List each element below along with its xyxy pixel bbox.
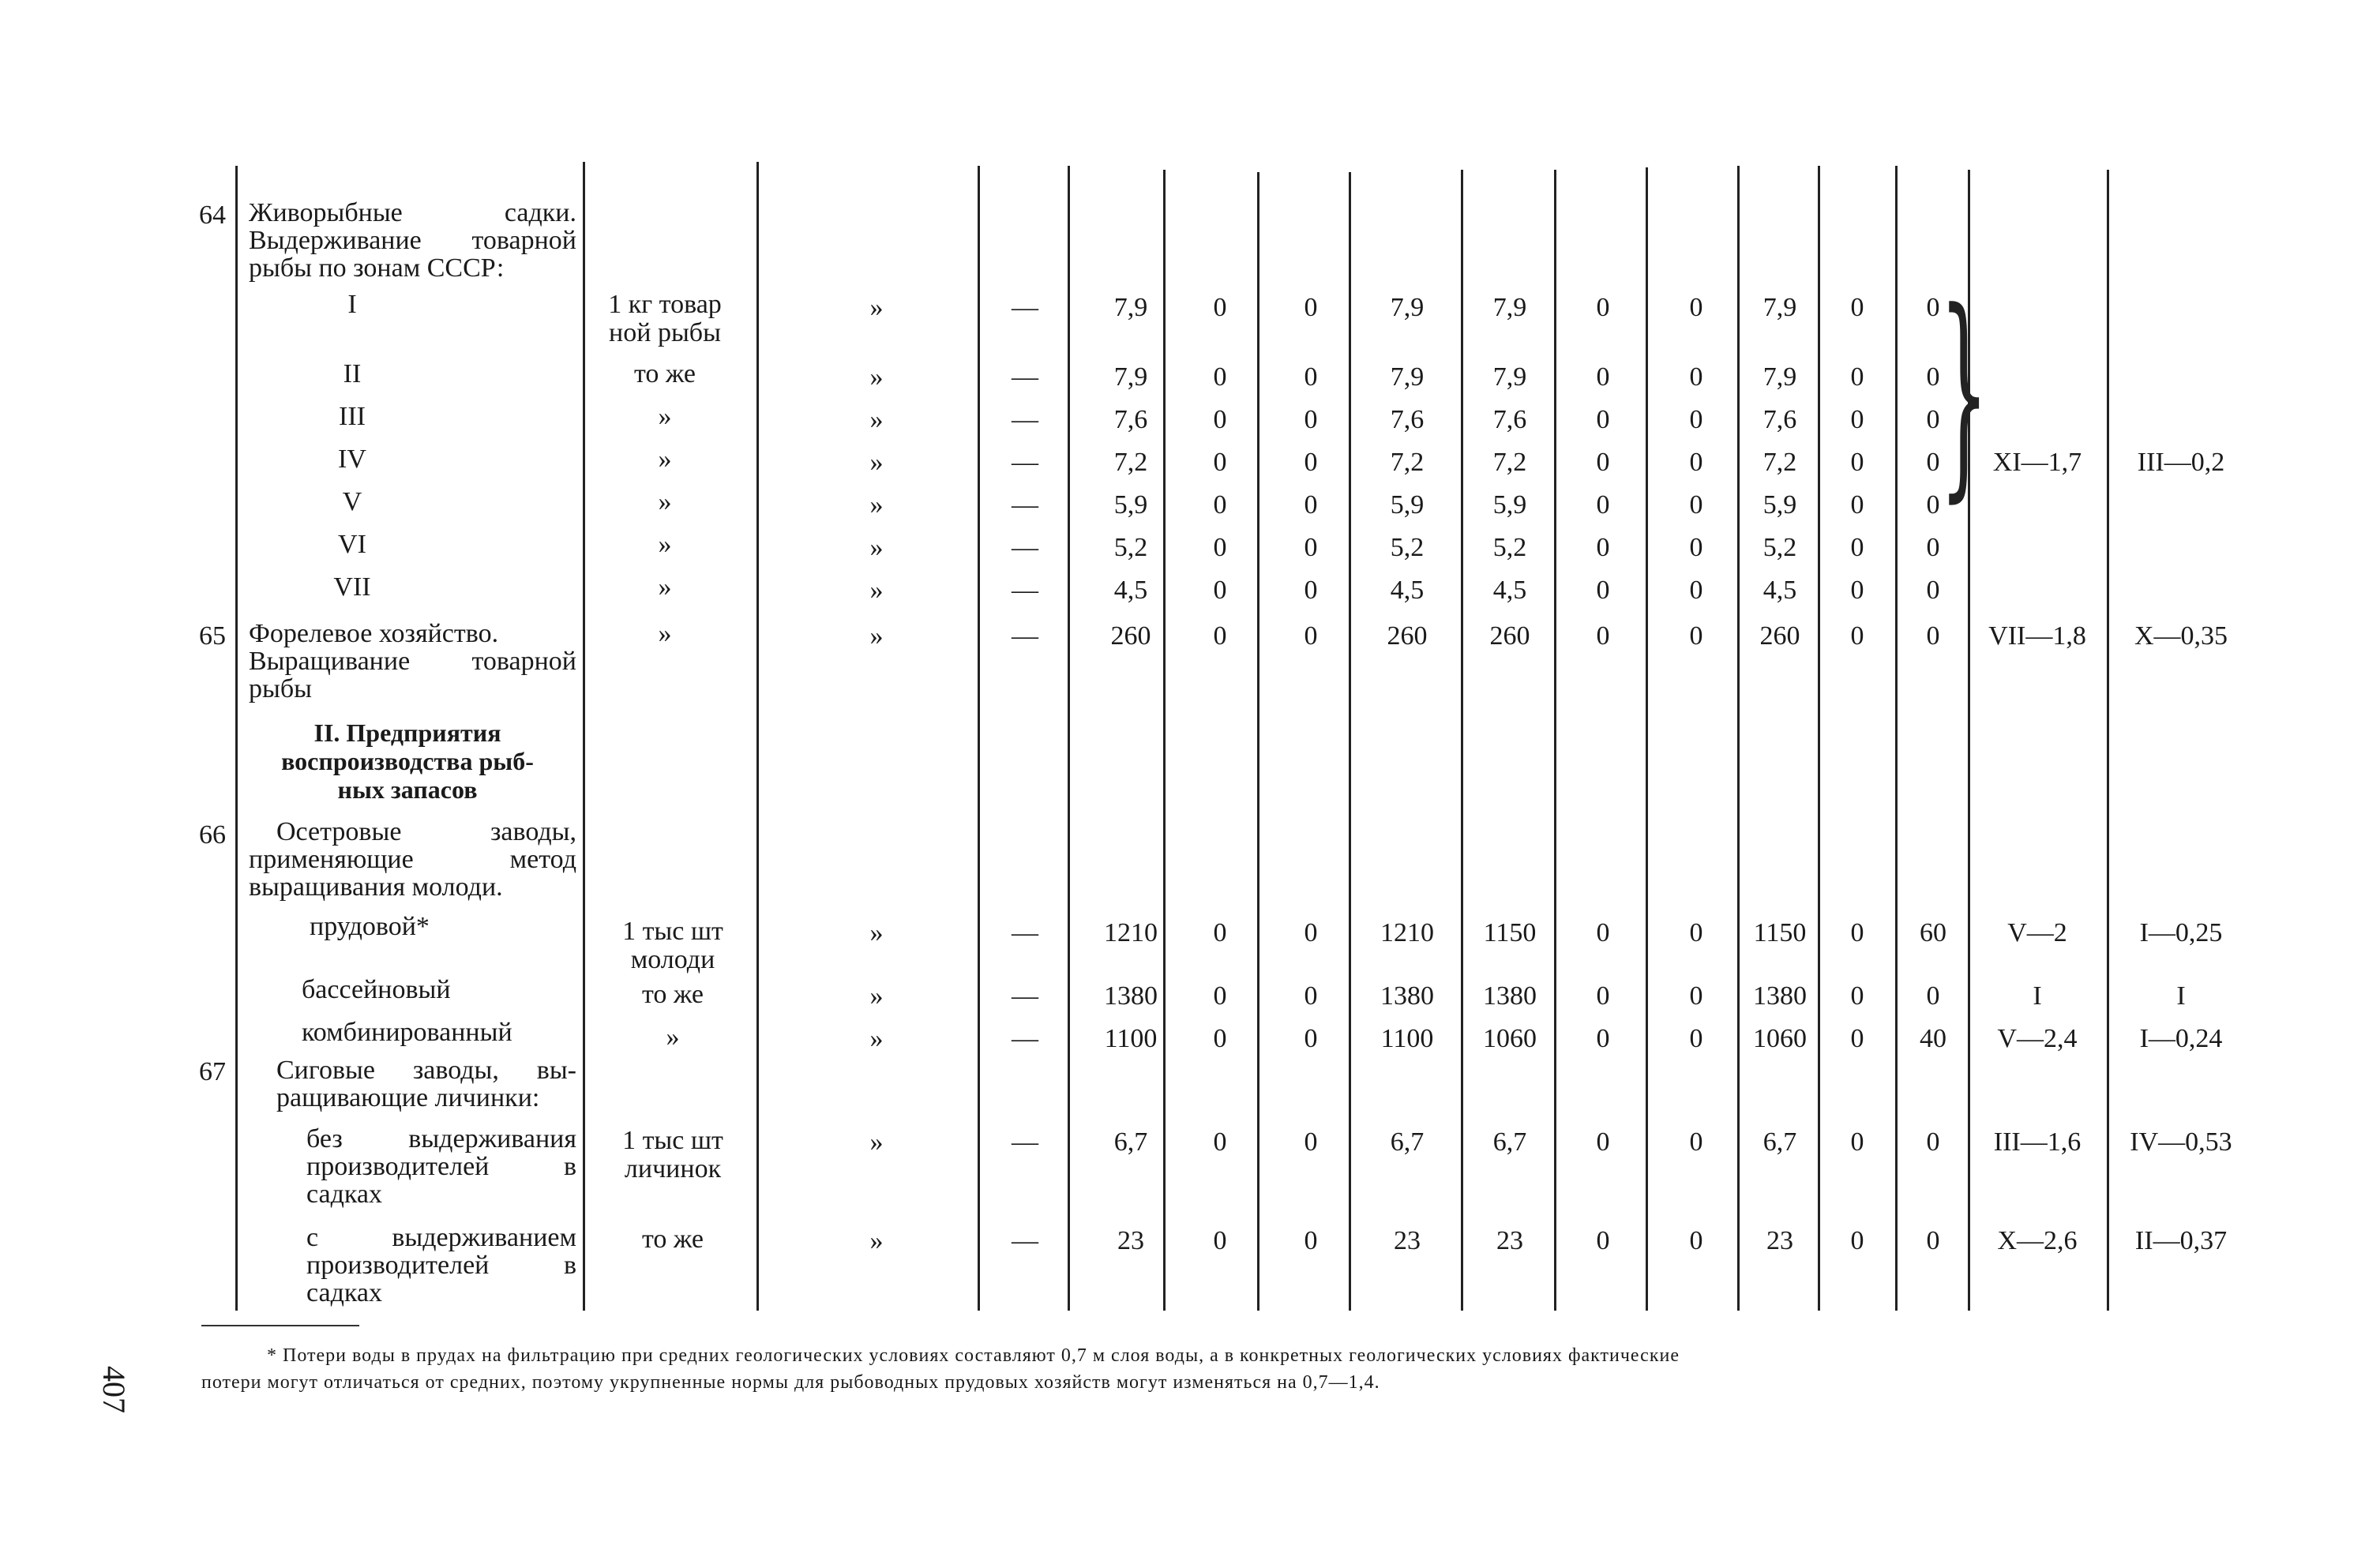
row-description-line: Выдерживание товарной — [249, 226, 576, 255]
value-cell: 6,7 — [1762, 1127, 1797, 1157]
season-coefficient: III—1,6 — [1993, 1127, 2082, 1157]
value-cell: 0 — [1850, 533, 1864, 562]
unit-cell: то же — [641, 980, 704, 1009]
value-cell: 1150 — [1483, 918, 1537, 947]
dash-cell: — — [1012, 981, 1038, 1011]
value-cell: 1380 — [1483, 981, 1537, 1011]
value-cell: 0 — [1213, 1024, 1227, 1053]
unit-cell: » — [658, 445, 672, 474]
value-cell: 0 — [1850, 405, 1864, 434]
footnote-line: потери могут отличаться от средних, поэтому укрупненные нормы для рыбоводных прудовых хозяйств могут изменяться на 0,7—1,4. — [201, 1372, 1380, 1393]
mark-cell: » — [869, 362, 884, 392]
value-cell: 0 — [1689, 621, 1703, 651]
value-cell: 0 — [1926, 293, 1940, 322]
value-cell: 1380 — [1104, 981, 1158, 1011]
value-cell: 260 — [1759, 621, 1800, 651]
unit-cell: личинок — [624, 1154, 722, 1184]
mark-cell: » — [869, 448, 884, 477]
row-description-line: Живорыбные садки. — [249, 198, 576, 227]
season-coefficient: X—2,6 — [1997, 1226, 2078, 1255]
value-cell: 1060 — [1753, 1024, 1807, 1053]
value-cell: 0 — [1926, 405, 1940, 434]
season-coefficient-min: II—0,37 — [2134, 1226, 2228, 1255]
section-heading-line: ных запасов — [337, 775, 478, 804]
row-number: 67 — [199, 1057, 226, 1086]
column-rule — [1257, 172, 1259, 1311]
dash-cell: — — [1012, 1226, 1038, 1255]
section-heading-line: воспроизводства рыб- — [281, 747, 534, 775]
dash-cell: — — [1012, 918, 1038, 947]
value-cell: 0 — [1926, 490, 1940, 520]
value-cell: 4,5 — [1113, 576, 1148, 605]
value-cell: 0 — [1304, 533, 1318, 562]
unit-cell: ной рыбы — [609, 318, 721, 347]
zone-label: V — [342, 487, 362, 516]
row-description-line: Осетровые заводы, — [276, 817, 576, 846]
dash-cell: — — [1012, 1024, 1038, 1053]
column-rule — [1068, 166, 1070, 1311]
mark-cell: » — [869, 293, 884, 322]
unit-cell: » — [658, 402, 672, 431]
value-cell: 0 — [1850, 1127, 1864, 1157]
value-cell: 0 — [1304, 1127, 1318, 1157]
value-cell: 1060 — [1483, 1024, 1537, 1053]
value-cell: 0 — [1926, 981, 1940, 1011]
value-cell: 5,2 — [1113, 533, 1148, 562]
unit-cell: 1 тыс шт — [622, 917, 723, 946]
value-cell: 60 — [1920, 918, 1946, 947]
value-cell: 260 — [1489, 621, 1530, 651]
value-cell: 5,9 — [1390, 490, 1425, 520]
value-cell: 7,9 — [1113, 362, 1148, 392]
column-rule — [1461, 170, 1463, 1311]
mark-cell: » — [869, 981, 884, 1011]
value-cell: 5,9 — [1492, 490, 1527, 520]
value-cell: 0 — [1304, 576, 1318, 605]
value-cell: 7,6 — [1390, 405, 1425, 434]
value-cell: 0 — [1213, 918, 1227, 947]
value-cell: 0 — [1596, 1226, 1610, 1255]
unit-cell: » — [658, 572, 672, 602]
season-coefficient: V—2 — [2007, 918, 2067, 947]
value-cell: 0 — [1596, 918, 1610, 947]
value-cell: 260 — [1110, 621, 1151, 651]
season-coefficient-min: III—0,2 — [2137, 448, 2225, 477]
value-cell: 0 — [1213, 576, 1227, 605]
value-cell: 7,6 — [1762, 405, 1797, 434]
value-cell: 0 — [1304, 918, 1318, 947]
zone-label: II — [343, 359, 362, 388]
value-cell: 4,5 — [1390, 576, 1425, 605]
value-cell: 6,7 — [1113, 1127, 1148, 1157]
value-cell: 0 — [1850, 621, 1864, 651]
value-cell: 7,9 — [1113, 293, 1148, 322]
value-cell: 0 — [1850, 1024, 1864, 1053]
row-description-line: рыбы по зонам СССР: — [249, 253, 505, 283]
value-cell: 0 — [1304, 621, 1318, 651]
value-cell: 7,9 — [1762, 362, 1797, 392]
season-coefficient: V—2,4 — [1997, 1024, 2078, 1053]
value-cell: 0 — [1213, 533, 1227, 562]
value-cell: 6,7 — [1492, 1127, 1527, 1157]
subrow-name: прудовой* — [310, 912, 430, 941]
column-rule — [756, 162, 759, 1311]
season-coefficient-min: I—0,25 — [2139, 918, 2223, 947]
value-cell: 7,9 — [1390, 362, 1425, 392]
value-cell: 260 — [1387, 621, 1428, 651]
dash-cell: — — [1012, 448, 1038, 477]
unit-cell: » — [666, 1022, 680, 1052]
value-cell: 0 — [1926, 448, 1940, 477]
brace-mark: } — [1939, 264, 1989, 522]
unit-cell: » — [658, 530, 672, 559]
unit-cell: » — [658, 619, 672, 648]
season-coefficient: XI—1,7 — [1992, 448, 2082, 477]
subrow-name-line: без выдерживания — [306, 1124, 576, 1153]
value-cell: 1380 — [1380, 981, 1434, 1011]
row-description-line: Форелевое хозяйство. — [249, 619, 499, 648]
value-cell: 0 — [1213, 405, 1227, 434]
value-cell: 23 — [1117, 1226, 1144, 1255]
season-coefficient: I — [2033, 981, 2042, 1011]
zone-label: IV — [338, 445, 366, 474]
value-cell: 0 — [1213, 362, 1227, 392]
row-number: 64 — [199, 201, 226, 230]
value-cell: 0 — [1926, 1226, 1940, 1255]
value-cell: 0 — [1850, 293, 1864, 322]
value-cell: 0 — [1926, 621, 1940, 651]
value-cell: 0 — [1850, 1226, 1864, 1255]
zone-label: I — [347, 290, 357, 319]
value-cell: 0 — [1689, 362, 1703, 392]
value-cell: 0 — [1596, 490, 1610, 520]
row-description-line: Выращивание товарной — [249, 647, 576, 676]
value-cell: 0 — [1304, 490, 1318, 520]
subrow-name-line: садках — [306, 1278, 382, 1307]
value-cell: 1210 — [1104, 918, 1158, 947]
page-number: 407 — [96, 1366, 132, 1413]
mark-cell: » — [869, 621, 884, 651]
mark-cell: » — [869, 1127, 884, 1157]
value-cell: 23 — [1496, 1226, 1523, 1255]
value-cell: 0 — [1926, 1127, 1940, 1157]
mark-cell: » — [869, 576, 884, 605]
section-heading-line: II. Предприятия — [313, 718, 501, 747]
value-cell: 7,9 — [1762, 293, 1797, 322]
value-cell: 4,5 — [1492, 576, 1527, 605]
zone-label: III — [339, 402, 366, 431]
season-coefficient: VII—1,8 — [1988, 621, 2086, 651]
dash-cell: — — [1012, 405, 1038, 434]
dash-cell: — — [1012, 533, 1038, 562]
value-cell: 0 — [1689, 1024, 1703, 1053]
subrow-name: комбинированный — [302, 1018, 512, 1047]
subrow-name-line: с выдерживанием — [306, 1223, 576, 1252]
row-description-line: применяющие метод — [249, 845, 576, 874]
mark-cell: » — [869, 1226, 884, 1255]
subrow-name-line: производителей в — [306, 1251, 576, 1280]
value-cell: 0 — [1926, 576, 1940, 605]
dash-cell: — — [1012, 1127, 1038, 1157]
mark-cell: » — [869, 918, 884, 947]
value-cell: 7,9 — [1492, 293, 1527, 322]
value-cell: 0 — [1689, 533, 1703, 562]
value-cell: 5,9 — [1113, 490, 1148, 520]
row-description-line: выращивания молоди. — [249, 872, 503, 902]
value-cell: 0 — [1596, 576, 1610, 605]
value-cell: 0 — [1689, 1226, 1703, 1255]
value-cell: 0 — [1596, 533, 1610, 562]
season-coefficient-min: X—0,35 — [2134, 621, 2228, 651]
column-rule — [1818, 166, 1820, 1311]
value-cell: 5,9 — [1762, 490, 1797, 520]
season-coefficient-min: IV—0,53 — [2130, 1127, 2232, 1157]
value-cell: 0 — [1689, 918, 1703, 947]
column-rule — [1646, 167, 1648, 1311]
value-cell: 0 — [1850, 981, 1864, 1011]
footnote-rule — [201, 1325, 359, 1326]
mark-cell: » — [869, 1024, 884, 1053]
dash-cell: — — [1012, 576, 1038, 605]
value-cell: 0 — [1304, 293, 1318, 322]
value-cell: 0 — [1213, 490, 1227, 520]
value-cell: 0 — [1596, 448, 1610, 477]
value-cell: 0 — [1689, 448, 1703, 477]
mark-cell: » — [869, 490, 884, 520]
value-cell: 5,2 — [1762, 533, 1797, 562]
value-cell: 0 — [1213, 621, 1227, 651]
unit-cell: 1 кг товар — [608, 290, 722, 319]
column-rule — [1737, 166, 1740, 1311]
value-cell: 1100 — [1380, 1024, 1434, 1053]
value-cell: 7,2 — [1390, 448, 1425, 477]
value-cell: 0 — [1304, 448, 1318, 477]
value-cell: 0 — [1596, 1127, 1610, 1157]
column-rule — [1895, 166, 1898, 1311]
column-rule — [2107, 170, 2109, 1311]
value-cell: 0 — [1689, 981, 1703, 1011]
value-cell: 0 — [1213, 293, 1227, 322]
season-coefficient-min: I—0,24 — [2139, 1024, 2223, 1053]
column-rule — [583, 162, 585, 1311]
season-coefficient-min: I — [2176, 981, 2186, 1011]
subrow-name-line: садках — [306, 1180, 382, 1209]
unit-cell: 1 тыс шт — [622, 1126, 723, 1155]
value-cell: 23 — [1766, 1226, 1793, 1255]
value-cell: 1100 — [1104, 1024, 1158, 1053]
value-cell: 0 — [1304, 405, 1318, 434]
value-cell: 0 — [1689, 1127, 1703, 1157]
dash-cell: — — [1012, 362, 1038, 392]
value-cell: 1380 — [1753, 981, 1807, 1011]
value-cell: 0 — [1689, 490, 1703, 520]
dash-cell: — — [1012, 490, 1038, 520]
value-cell: 7,6 — [1113, 405, 1148, 434]
value-cell: 7,9 — [1492, 362, 1527, 392]
value-cell: 0 — [1304, 362, 1318, 392]
value-cell: 40 — [1920, 1024, 1946, 1053]
column-rule — [1554, 170, 1556, 1311]
value-cell: 0 — [1926, 362, 1940, 392]
value-cell: 0 — [1213, 1127, 1227, 1157]
zone-label: VI — [338, 530, 366, 559]
value-cell: 0 — [1304, 1024, 1318, 1053]
unit-cell: молоди — [630, 945, 715, 974]
row-description-line: рыбы — [249, 674, 312, 703]
value-cell: 0 — [1689, 405, 1703, 434]
value-cell: 23 — [1394, 1226, 1421, 1255]
value-cell: 0 — [1213, 981, 1227, 1011]
column-rule — [1349, 172, 1351, 1311]
mark-cell: » — [869, 533, 884, 562]
value-cell: 0 — [1596, 362, 1610, 392]
value-cell: 0 — [1213, 448, 1227, 477]
value-cell: 0 — [1850, 490, 1864, 520]
row-number: 66 — [199, 820, 226, 850]
value-cell: 7,2 — [1492, 448, 1527, 477]
value-cell: 5,2 — [1492, 533, 1527, 562]
value-cell: 7,2 — [1762, 448, 1797, 477]
value-cell: 0 — [1850, 576, 1864, 605]
value-cell: 0 — [1596, 1024, 1610, 1053]
row-number: 65 — [199, 621, 226, 651]
subrow-name: бассейновый — [302, 975, 451, 1004]
mark-cell: » — [869, 405, 884, 434]
value-cell: 4,5 — [1762, 576, 1797, 605]
column-rule — [1163, 170, 1166, 1311]
value-cell: 6,7 — [1390, 1127, 1425, 1157]
dash-cell: — — [1012, 293, 1038, 322]
dash-cell: — — [1012, 621, 1038, 651]
value-cell: 7,9 — [1390, 293, 1425, 322]
value-cell: 5,2 — [1390, 533, 1425, 562]
value-cell: 1150 — [1753, 918, 1807, 947]
zone-label: VII — [333, 572, 371, 602]
value-cell: 0 — [1850, 362, 1864, 392]
value-cell: 0 — [1596, 981, 1610, 1011]
unit-cell: то же — [633, 359, 696, 388]
value-cell: 0 — [1596, 621, 1610, 651]
value-cell: 0 — [1689, 293, 1703, 322]
unit-cell: то же — [641, 1225, 704, 1254]
row-description-line: Сиговые заводы, вы- — [276, 1056, 576, 1085]
value-cell: 0 — [1926, 533, 1940, 562]
value-cell: 0 — [1596, 293, 1610, 322]
subrow-name-line: производителей в — [306, 1152, 576, 1181]
value-cell: 0 — [1304, 1226, 1318, 1255]
column-rule — [978, 166, 980, 1311]
unit-cell: » — [658, 487, 672, 516]
value-cell: 1210 — [1380, 918, 1434, 947]
value-cell: 0 — [1596, 405, 1610, 434]
value-cell: 7,6 — [1492, 405, 1527, 434]
value-cell: 7,2 — [1113, 448, 1148, 477]
value-cell: 0 — [1850, 448, 1864, 477]
value-cell: 0 — [1213, 1226, 1227, 1255]
column-rule — [235, 166, 238, 1311]
value-cell: 0 — [1304, 981, 1318, 1011]
row-description-line: ращивающие личинки: — [276, 1083, 540, 1112]
footnote-line: * Потери воды в прудах на фильтрацию при средних геологических условиях составляют 0,7 м слоя воды, а в конкретных геологических условиях фактические — [267, 1345, 1680, 1366]
value-cell: 0 — [1689, 576, 1703, 605]
value-cell: 0 — [1850, 918, 1864, 947]
